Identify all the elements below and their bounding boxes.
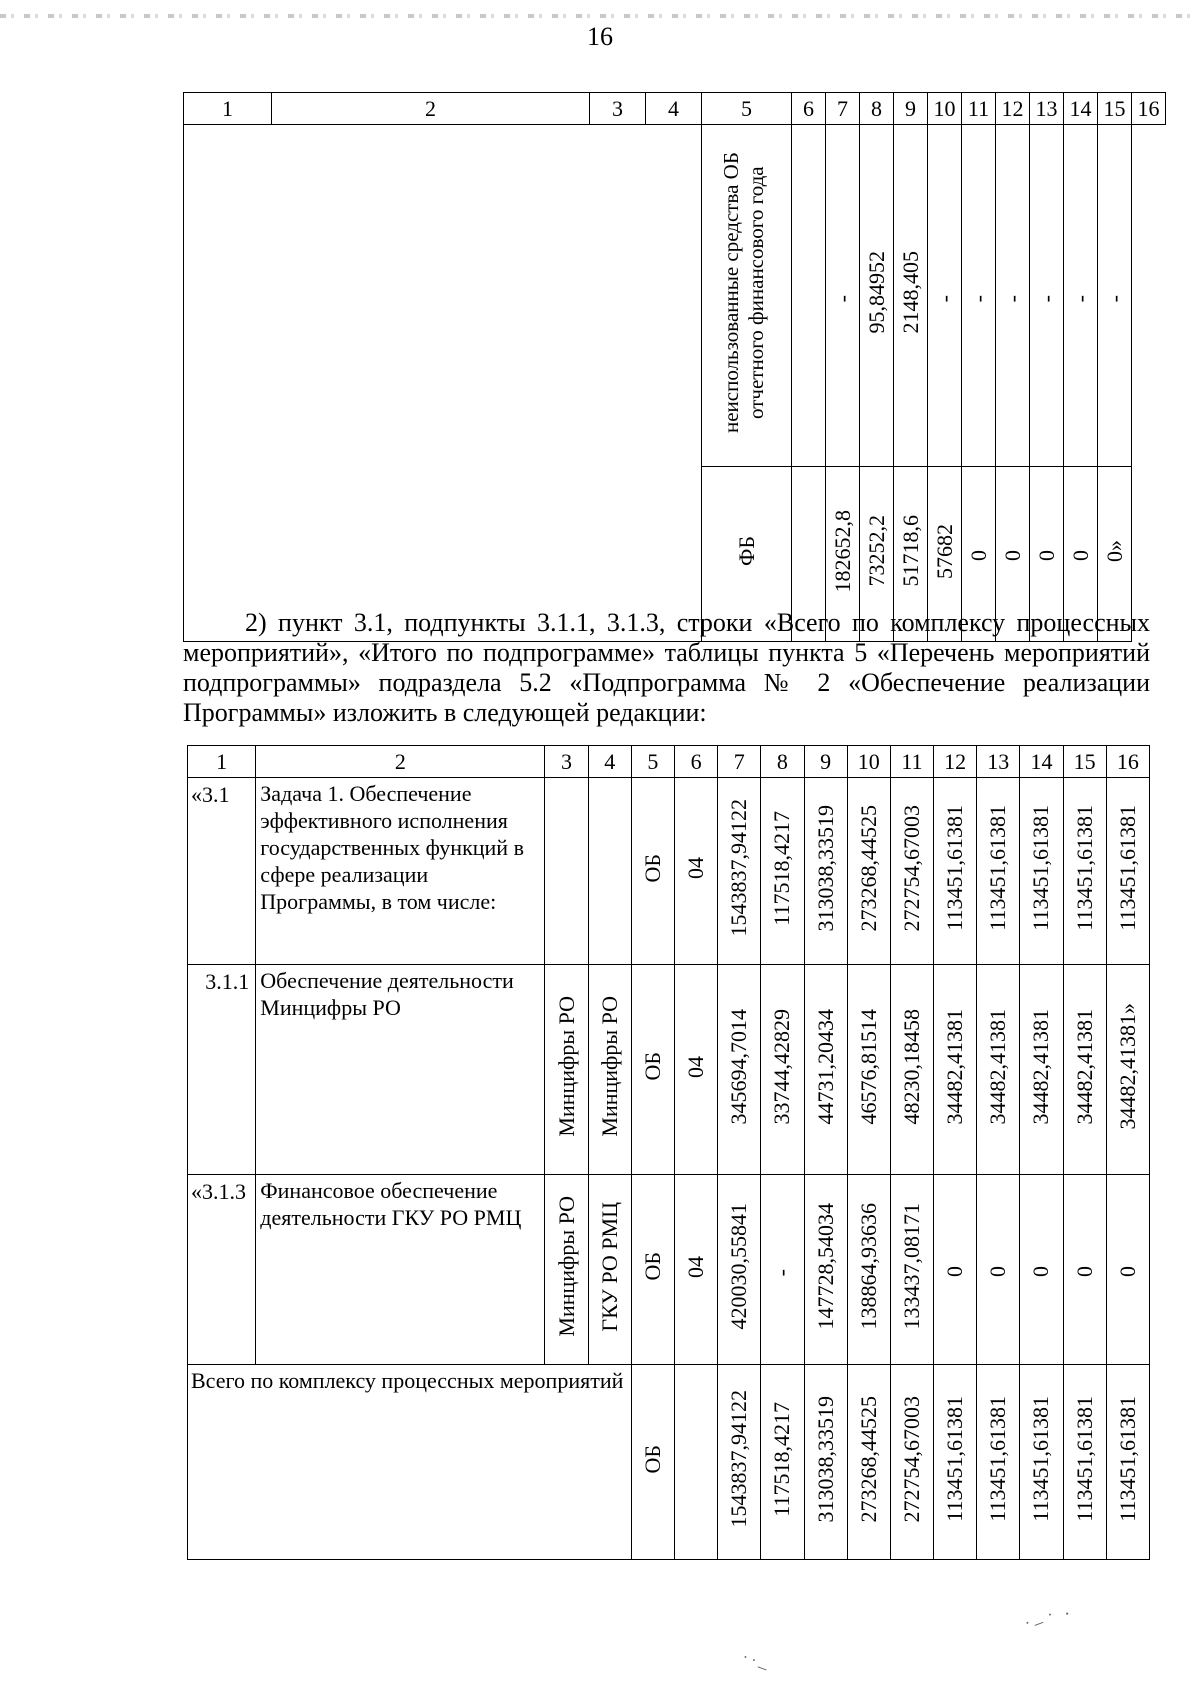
value-cell: 0 <box>962 467 996 642</box>
code-cell <box>674 1365 717 1560</box>
value-cell: 313038,33519 <box>804 1365 847 1560</box>
row-id: 3.1.1 <box>188 965 256 1175</box>
header-cell: 5 <box>702 93 792 125</box>
value-cell: 313038,33519 <box>804 778 847 965</box>
scan-noise-mark: ˙ ̶ ˙ · <box>1022 1602 1077 1638</box>
row-name: Финансовое обеспечение деятельности ГКУ РО РМЦ <box>256 1175 545 1365</box>
value-cell: 345694,7014 <box>718 965 761 1175</box>
value-cell: 34482,41381 <box>977 965 1020 1175</box>
value-cell: 113451,61381 <box>1106 1365 1149 1560</box>
header-cell: 2 <box>272 93 590 125</box>
participant-cell <box>588 778 631 965</box>
table-row <box>188 778 1150 965</box>
header-cell: 6 <box>674 746 717 778</box>
table-header-row <box>184 93 1166 125</box>
value-cell: 0 <box>1020 1175 1063 1365</box>
header-cell: 1 <box>184 93 272 125</box>
row-id: «3.1 <box>188 778 256 965</box>
value-cell: 117518,4217 <box>761 778 804 965</box>
source-cell: ОБ <box>631 1365 674 1560</box>
value-cell: 34482,41381 <box>934 965 977 1175</box>
value-cell: 273268,44525 <box>847 778 890 965</box>
code-cell: 04 <box>674 1175 717 1365</box>
value-cell: - <box>761 1175 804 1365</box>
value-cell: 2148,405 <box>894 125 928 467</box>
paragraph-text: 2) пункт 3.1, подпункты 3.1.1, 3.1.3, строки «Всего по комплексу процессных мероприятий», «Итого по подпрограмме» таблицы пункта 5 «Перечень мероприятий подпрограммы» подраздела 5.2 «Подпрограмма № 2 «Обеспечение реализации Программы» изложить в следующей редакции: <box>183 608 1150 727</box>
value-cell: 0 <box>1064 467 1098 642</box>
value-cell: - <box>962 125 996 467</box>
total-label: Всего по комплексу процессных мероприятий <box>188 1365 632 1560</box>
header-cell: 1 <box>188 746 256 778</box>
value-cell: 33744,42829 <box>761 965 804 1175</box>
responsible-cell: Минцифры РО <box>545 1175 588 1365</box>
header-cell: 5 <box>631 746 674 778</box>
header-cell: 6 <box>792 93 826 125</box>
header-cell: 7 <box>718 746 761 778</box>
header-cell: 4 <box>646 93 702 125</box>
row-name: Обеспечение деятельности Минцифры РО <box>256 965 545 1175</box>
table-row-ob-unused <box>184 125 1166 467</box>
header-cell: 9 <box>894 93 928 125</box>
page-number: 16 <box>587 22 613 51</box>
participant-cell: Минцифры РО <box>588 965 631 1175</box>
value-cell: 113451,61381 <box>1020 1365 1063 1560</box>
value-cell: 0 <box>996 467 1030 642</box>
header-cell: 10 <box>847 746 890 778</box>
value-cell: 147728,54034 <box>804 1175 847 1365</box>
header-cell: 8 <box>860 93 894 125</box>
header-cell: 12 <box>996 93 1030 125</box>
value-cell: 113451,61381 <box>1106 778 1149 965</box>
row-name: Задача 1. Обеспечение эффективного исполнения государственных функций в сфере реализации Программы, в том числе: <box>256 778 545 965</box>
value-cell: 113451,61381 <box>1020 778 1063 965</box>
value-cell: 113451,61381 <box>1063 1365 1106 1560</box>
value-cell: 0 <box>1063 1175 1106 1365</box>
header-cell: 11 <box>962 93 996 125</box>
source-cell: ОБ <box>631 965 674 1175</box>
source-cell: ОБ <box>631 778 674 965</box>
value-cell: - <box>826 125 860 467</box>
value-cell: 113451,61381 <box>1063 778 1106 965</box>
row-label-ob-unused: неиспользованные средства ОБ отчетного финансового года <box>702 125 792 467</box>
scan-noise-mark: ˙˙ ̶ <box>737 1651 769 1679</box>
value-cell: 44731,20434 <box>804 965 847 1175</box>
value-cell: 34482,41381» <box>1106 965 1149 1175</box>
value-cell: 0 <box>1030 467 1064 642</box>
value-cell: 272754,67003 <box>890 1365 933 1560</box>
header-cell: 11 <box>890 746 933 778</box>
value-cell: 113451,61381 <box>934 778 977 965</box>
header-cell: 3 <box>590 93 646 125</box>
value-cell: 51718,6 <box>894 467 928 642</box>
header-cell: 16 <box>1132 93 1166 125</box>
header-cell: 14 <box>1020 746 1063 778</box>
header-cell: 2 <box>256 746 545 778</box>
table-header-row <box>188 746 1150 778</box>
total-row <box>188 1365 1150 1560</box>
value-cell: 34482,41381 <box>1020 965 1063 1175</box>
value-cell: 95,84952 <box>860 125 894 467</box>
row-label-fb: ФБ <box>702 467 792 642</box>
value-cell: 73252,2 <box>860 467 894 642</box>
value-cell: 272754,67003 <box>890 778 933 965</box>
header-cell: 3 <box>545 746 588 778</box>
participant-cell: ГКУ РО РМЦ <box>588 1175 631 1365</box>
value-cell: 1543837,94122 <box>718 1365 761 1560</box>
value-cell: 0 <box>934 1175 977 1365</box>
value-cell: 113451,61381 <box>977 1365 1020 1560</box>
source-cell: ОБ <box>631 1175 674 1365</box>
table-row <box>188 1175 1150 1365</box>
code-cell: 04 <box>674 778 717 965</box>
amendment-paragraph <box>183 608 1150 728</box>
value-cell: 182652,8 <box>826 467 860 642</box>
merged-empty-cell <box>184 125 702 642</box>
value-cell: - <box>1064 125 1098 467</box>
table-row <box>188 965 1150 1175</box>
value-cell: - <box>1098 125 1132 467</box>
header-cell: 4 <box>588 746 631 778</box>
value-cell: 0 <box>1106 1175 1149 1365</box>
header-cell: 13 <box>1030 93 1064 125</box>
measures-table <box>187 745 1150 1560</box>
value-cell: 420030,55841 <box>718 1175 761 1365</box>
table-continuation <box>183 92 1166 642</box>
value-cell: 113451,61381 <box>977 778 1020 965</box>
row-id: «3.1.3 <box>188 1175 256 1365</box>
code-cell: 04 <box>674 965 717 1175</box>
value-cell: 0» <box>1098 467 1132 642</box>
value-cell: - <box>996 125 1030 467</box>
header-cell: 15 <box>1098 93 1132 125</box>
value-cell: 273268,44525 <box>847 1365 890 1560</box>
header-cell: 9 <box>804 746 847 778</box>
value-cell: 138864,93636 <box>847 1175 890 1365</box>
responsible-cell <box>545 778 588 965</box>
value-cell: 34482,41381 <box>1063 965 1106 1175</box>
header-cell: 12 <box>934 746 977 778</box>
header-cell: 14 <box>1064 93 1098 125</box>
header-cell: 13 <box>977 746 1020 778</box>
responsible-cell: Минцифры РО <box>545 965 588 1175</box>
value-cell: 113451,61381 <box>934 1365 977 1560</box>
value-cell: 46576,81514 <box>847 965 890 1175</box>
header-cell: 10 <box>928 93 962 125</box>
value-cell: - <box>1030 125 1064 467</box>
scan-edge-noise <box>0 14 1200 18</box>
header-cell: 8 <box>761 746 804 778</box>
value-cell: 48230,18458 <box>890 965 933 1175</box>
header-cell: 7 <box>826 93 860 125</box>
header-cell: 16 <box>1106 746 1149 778</box>
value-cell: - <box>928 125 962 467</box>
value-cell <box>792 125 826 467</box>
header-cell: 15 <box>1063 746 1106 778</box>
value-cell: 0 <box>977 1175 1020 1365</box>
value-cell: 117518,4217 <box>761 1365 804 1560</box>
value-cell: 57682 <box>928 467 962 642</box>
value-cell: 133437,08171 <box>890 1175 933 1365</box>
value-cell: 1543837,94122 <box>718 778 761 965</box>
